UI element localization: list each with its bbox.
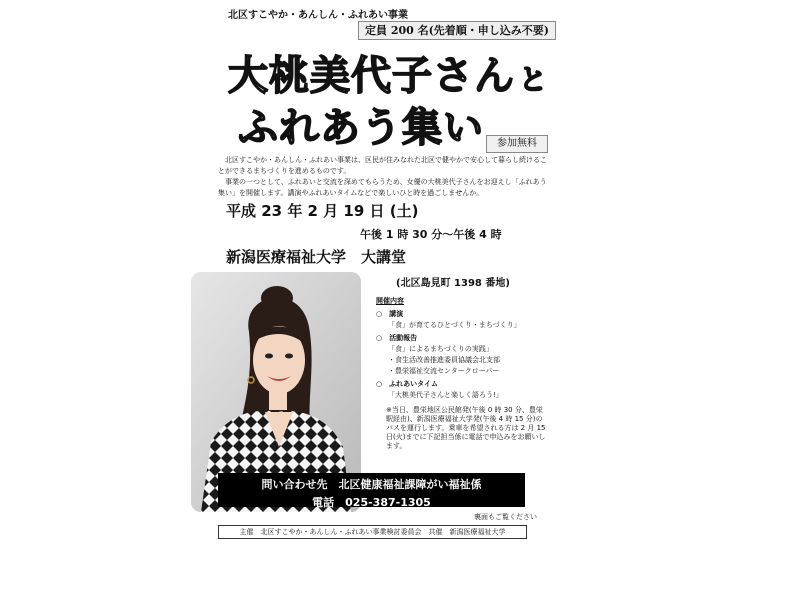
- title-particle: と: [519, 63, 549, 96]
- contact-box: [218, 473, 525, 507]
- intro-text: [218, 155, 553, 199]
- title-name: 大桃美代子さん: [228, 53, 515, 99]
- contact-office: 問い合わせ先 北区健康福祉課障がい福祉係: [261, 478, 482, 491]
- event-time: 午後 1 時 30 分～午後 4 時: [360, 228, 502, 241]
- program-item-detail: 「大桃美代子さんと楽しく語ろう!」: [388, 391, 503, 399]
- program-item-title: ○ 講演: [376, 310, 404, 318]
- capacity-box: 定員 200 名(先着順・申し込み不要): [358, 21, 556, 40]
- intro-paragraph-2: 事業の一つとして、ふれあいと交流を深めてもらうため、女優の大桃美代子さんをお迎えし「ふれあう集い」を開催します。講演やふれあいタイムなどで楽しいひと時を過ごしませんか。: [218, 178, 547, 197]
- program-name: 北区すこやか・あんしん・ふれあい事業: [228, 10, 408, 21]
- event-address: (北区島見町 1398 番地): [396, 278, 510, 289]
- program-item-detail: 「食」によるまちづくりの実践」: [388, 345, 493, 353]
- bus-note: ※当日、豊栄地区公民館発(午後 0 時 30 分、豊栄駅経由)、新潟医療福祉大学発(午後 4 時 15 分)のバスを運行します。乗車を希望される方は 2 月 15 日(火)までに下記担当係に電話で申込みをお願いします。: [386, 406, 546, 450]
- title-line-2: ふれあう集い: [238, 105, 484, 151]
- program-heading: 開催内容: [376, 297, 404, 305]
- organizers-footer: 主催 北区すこやか・あんしん・ふれあい事業検討委員会 共催 新潟医療福祉大学: [218, 525, 527, 539]
- reverse-side-note: 裏面もご覧ください: [474, 513, 537, 521]
- contact-phone: 電話 025-387-1305: [312, 496, 431, 509]
- intro-paragraph-1: 北区すこやか・あんしん・ふれあい事業は、区民が住みなれた北区で健やかで安心して暮らし続けることができるまちづくりを進めるものです。: [218, 156, 547, 175]
- program-item-title: ○ 活動報告: [376, 334, 418, 342]
- event-date: 平成 23 年 2 月 19 日 (土): [226, 202, 419, 220]
- program-item-detail: ・食生活改善推進委員協議会北支部: [388, 356, 500, 364]
- free-admission-badge: 参加無料: [486, 135, 548, 153]
- program-item-title: ○ ふれあいタイム: [376, 380, 438, 388]
- event-venue: 新潟医療福祉大学 大講堂: [226, 248, 407, 266]
- program-item-detail: 「食」が育てるひとづくり・まちづくり」: [388, 321, 521, 329]
- program-details: [376, 296, 546, 451]
- title-line-1: [228, 44, 548, 101]
- program-item-detail: ・豊栄福祉交流センタークローバー: [388, 367, 500, 375]
